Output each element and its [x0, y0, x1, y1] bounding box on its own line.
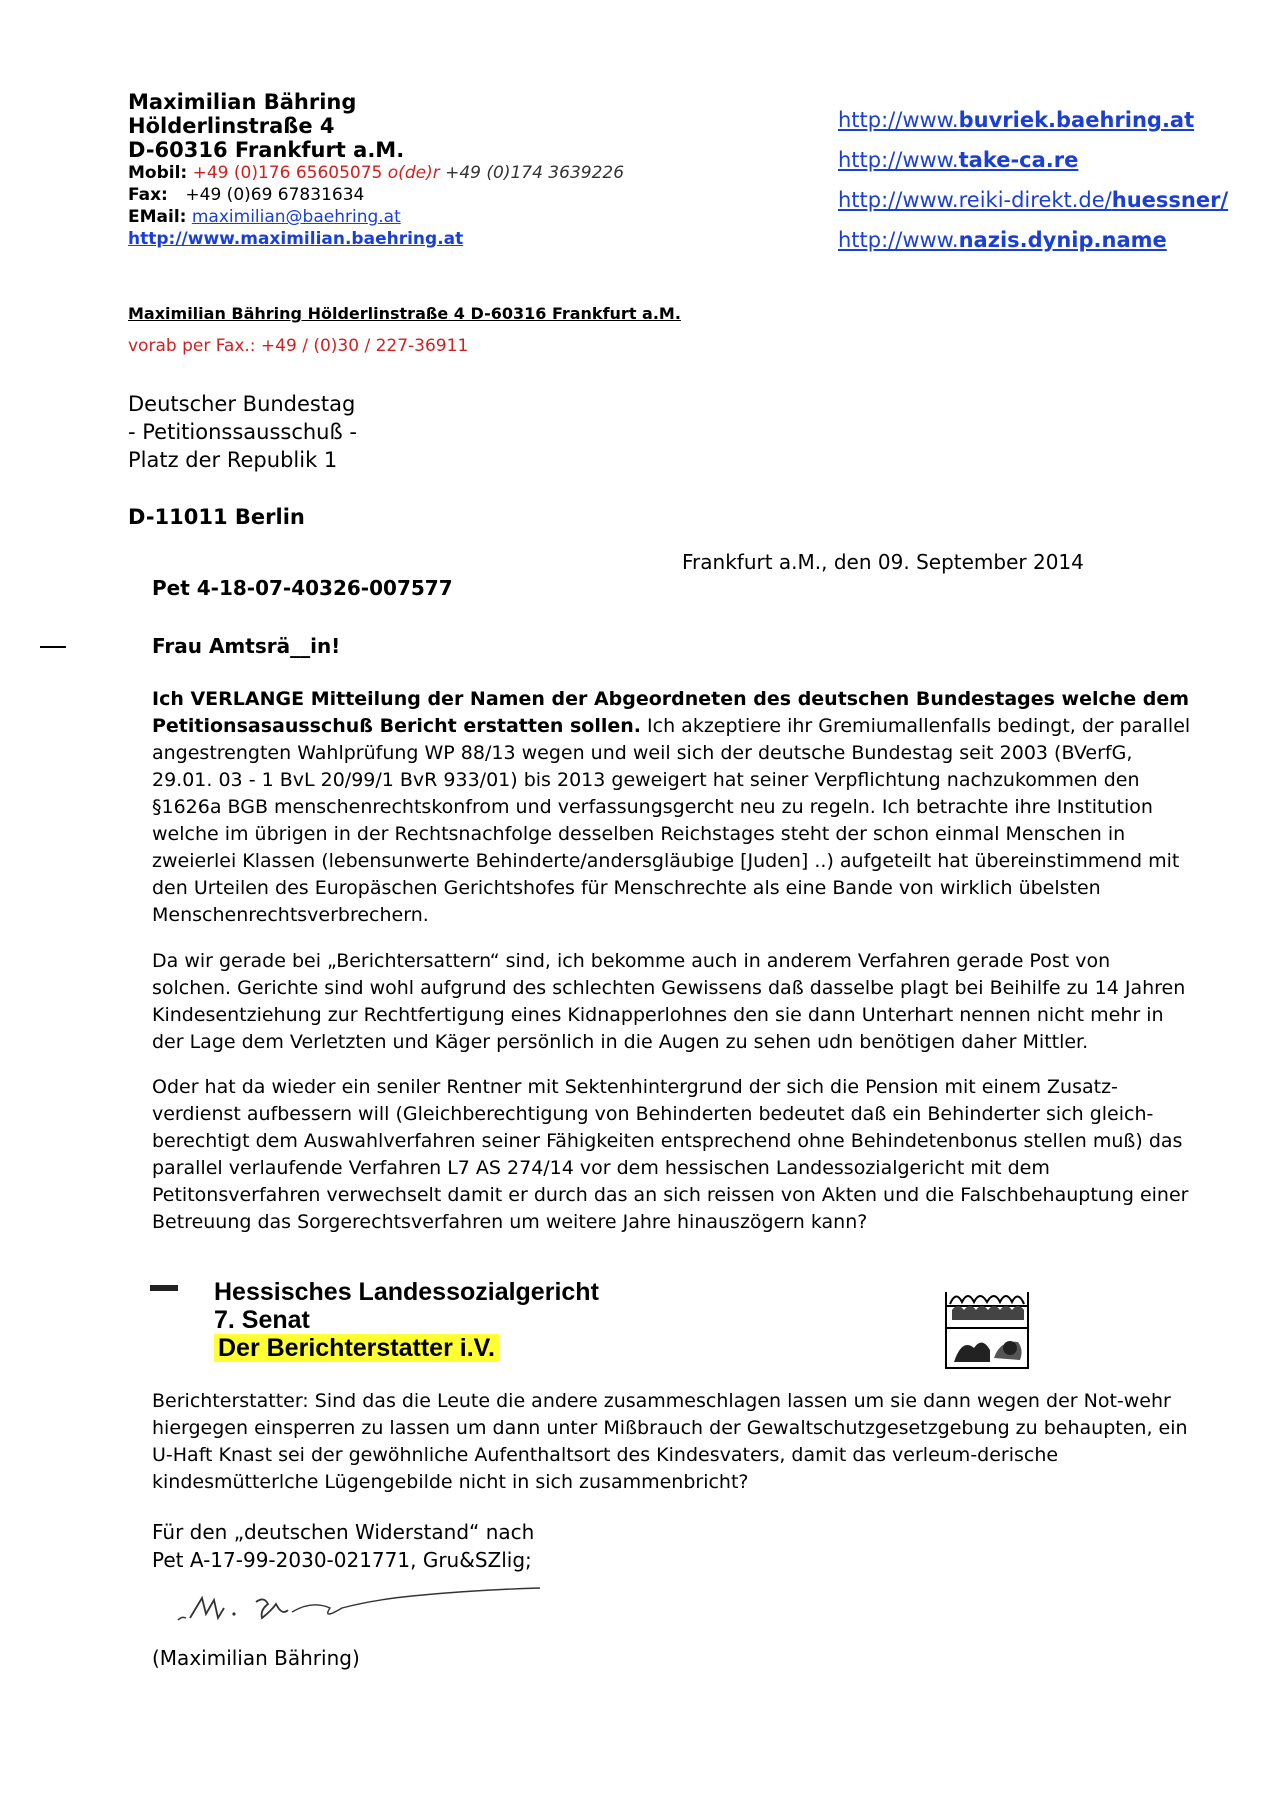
- coat-of-arms-icon: [944, 1288, 1030, 1370]
- sender-mobile-line: [128, 162, 624, 184]
- email-link[interactable]: maximilian@baehring.at: [191, 207, 401, 227]
- paragraph-2: Da wir gerade bei „Berichtersattern“ sind, ich bekomme auch in anderem Verfahren gerade Post von solchen. Gerichte sind wohl aufgrund des schlechten Gewissens daß dasselbe plagt bei Beihilfe zu 14 Jahren Kindesentziehung zur Rechtfertigung eines Kidnapperlohnes den sie dann Unterhart nennen nicht mehr in der Lage dem Verletzten und Käger persönlich in die Augen zu sehen udn benötigen daher Mittler.: [152, 950, 1186, 1053]
- recipient-city: D-11011 Berlin: [128, 505, 305, 529]
- mobil-or: o(de)r: [387, 163, 440, 183]
- recipient-line-1: Deutscher Bundestag: [128, 392, 356, 416]
- paragraph-3: Oder hat da wieder ein seniler Rentner mit Sektenhintergrund der sich die Pension mit einem Zusatz-verdienst aufbessern will (Gleichberechtigung von Behinderten bedeutet daß ein Behinderter sich gleich-berechtigt dem Auswahlverfahren seiner Fähigkeiten entsprechend ohne Behindetenbonus stellen muß) das parallel verlaufende Verfahren L7 AS 274/14 vor dem hessischen Landessozialgericht mit dem Petitonsverfahren verwechselt damit er durch das an sich reissen von Akten und die Falschbehauptung einer Betreuung das Sorgerechtsverfahren um weitere Jahre hinauszögern kann?: [152, 1076, 1189, 1233]
- closing-line-2: Pet A-17-99-2030-021771, Gru&SZlig;: [152, 1548, 532, 1572]
- court-reporter: Der Berichterstatter i.V.: [214, 1334, 499, 1362]
- link-2[interactable]: http://www.take-ca.re: [838, 148, 1079, 172]
- fax-line: vorab per Fax.: +49 / (0)30 / 227-36911: [128, 336, 469, 356]
- closing-block: [152, 1518, 534, 1574]
- link-3[interactable]: http://www.reiki-direkt.de/huessner/: [838, 188, 1229, 212]
- sender-street: Hölderlinstraße 4: [128, 114, 335, 138]
- fax-number: +49 (0)69 67831634: [185, 185, 365, 205]
- link-block: [838, 100, 1228, 260]
- excerpt-dash: [150, 1285, 178, 1291]
- return-address: Maximilian Bähring Hölderlinstraße 4 D-60316 Frankfurt a.M.: [128, 304, 681, 323]
- sender-website-line: [128, 228, 624, 250]
- court-senate: 7. Senat: [214, 1306, 310, 1334]
- paragraph-4: Berichterstatter: Sind das die Leute die andere zusammeschlagen lassen um sie dann wegen der Not-wehr hiergegen einsperren zu lassen um dann unter Mißbrauch der Gewaltschutzgesetzgebung zu behaupten, ein U-Haft Knast sei der gewöhnliche Aufenthaltsort des Kindesvaters, damit das verleum-derische kindesmütterlche Lügengebilde nicht in sich zusammenbricht?: [152, 1390, 1188, 1493]
- letter-date: Frankfurt a.M., den 09. September 2014: [682, 550, 1084, 574]
- sender-name: Maximilian Bähring: [128, 90, 357, 114]
- mobil-alt: +49 (0)174 3639226: [445, 163, 625, 183]
- salutation: Frau Amtsrä__in!: [152, 634, 341, 658]
- court-name: Hessisches Landessozialgericht: [214, 1278, 599, 1306]
- mobil-number: +49 (0)176 65605075: [192, 163, 383, 183]
- mobil-label: Mobil:: [128, 163, 188, 183]
- sender-block: [128, 90, 624, 250]
- website-link[interactable]: http://www.maximilian.baehring.at: [128, 229, 464, 249]
- paragraph-1-bold: Ich VERLANGE Mitteilung der Namen der Abgeordneten des deutschen Bundestages welche dem Petitionsasausschuß Bericht erstatten sollen.: [152, 688, 1190, 737]
- fold-mark: [40, 646, 66, 648]
- recipient-line-3: Platz der Republik 1: [128, 448, 338, 472]
- signature: [172, 1580, 542, 1630]
- sender-city: D-60316 Frankfurt a.M.: [128, 138, 405, 162]
- closing-line-1: Für den „deutschen Widerstand“ nach: [152, 1520, 535, 1544]
- sender-email-line: [128, 206, 624, 228]
- recipient-block: [128, 390, 357, 474]
- sender-fax-line: [128, 184, 624, 206]
- link-4[interactable]: http://www.nazis.dynip.name: [838, 228, 1167, 252]
- paragraph-1: [152, 686, 1192, 929]
- fax-label: Fax:: [128, 185, 168, 205]
- reference-number: Pet 4-18-07-40326-007577: [152, 576, 453, 600]
- email-label: EMail:: [128, 207, 187, 227]
- paragraph-1-rest: Ich akzeptiere ihr Gremiumallenfalls bedingt, der parallel angestrengten Wahlprüfung WP 88/13 wegen und weil sich der deutsche Bundestag seit 2003 (BVerfG, 29.01. 03 - 1 BvL 20/99/1 BvR 933/01) bis 2013 geweigert hat seiner Verpflichtung nachzukommen den §1626a BGB menschenrechtskonfrom und verfassungsgercht neu zu regeln. Ich betrachte ihre Institution welche im übrigen in der Rechtsnachfolge desselben Reichstages steht der schon einmal Menschen in zweierlei Klassen (lebensunwerte Behinderte/andersgläubige [Juden] ..) aufgeteilt hat übereinstimmend mit den Urteilen des Europäschen Gerichtshofes für Menschrechte als eine Bande von wirklich übelsten Menschenrechtsverbrechern.: [152, 715, 1191, 926]
- recipient-line-2: - Petitionssausschuß -: [128, 420, 357, 444]
- court-excerpt: [214, 1278, 599, 1362]
- link-1[interactable]: http://www.buvriek.baehring.at: [838, 108, 1195, 132]
- signature-name: (Maximilian Bähring): [152, 1646, 360, 1670]
